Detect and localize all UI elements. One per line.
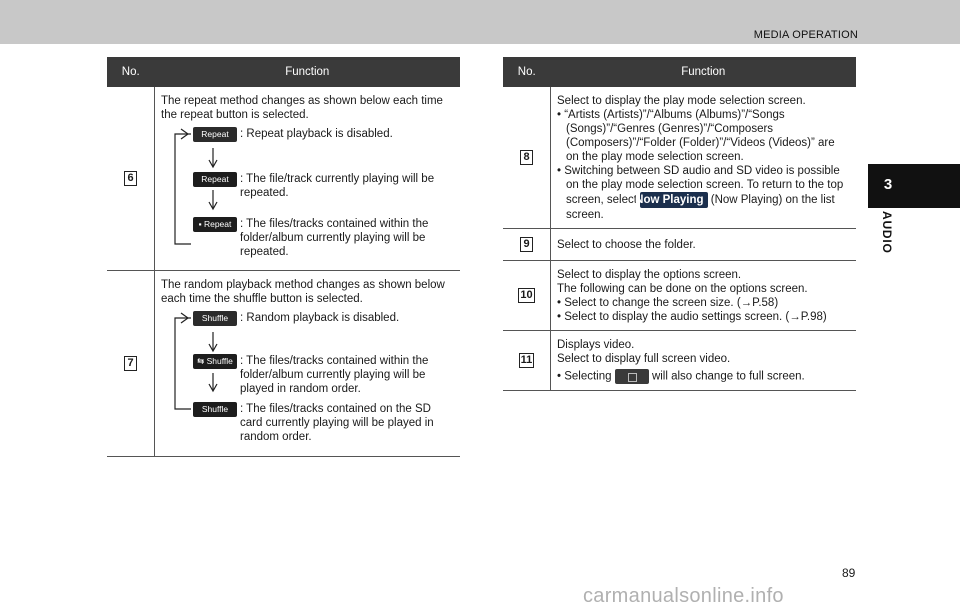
right-function-table [503, 57, 856, 391]
bullet-text: • “Artists (Artists)”/“Albums (Albums)”/“Songs (Songs)”/“Genres (Genres)”/“Composers (Composers)”/“Folder (Folder)”/“Videos (Videos)” are on the play mode selection screen. [557, 109, 835, 163]
page-number: 89 [842, 566, 856, 580]
bullet-text [557, 369, 850, 384]
button-label: Shuffle [206, 356, 233, 366]
now-playing-button-image: Now Playing [640, 192, 707, 208]
row-number: 9 [520, 237, 533, 252]
table-row [503, 87, 856, 229]
row-line: The following can be done on the options screen. [557, 283, 808, 295]
shuffle-all-button-image: Shuffle [193, 402, 237, 417]
cycle-arrow-icon [161, 310, 241, 450]
folder-icon: ▪ [198, 219, 204, 229]
row-line: Select to display the options screen. [557, 269, 742, 281]
chapter-label-box [868, 207, 908, 267]
row-number-cell [503, 229, 551, 261]
bullet-text-a: • Selecting [557, 370, 612, 383]
button-label: Repeat [203, 219, 232, 229]
chapter-tab [868, 164, 960, 208]
function-cell [551, 331, 857, 391]
row-intro: The random playback method changes as shown below each time the shuffle button is selected. [161, 279, 445, 305]
table-row [107, 87, 460, 271]
chapter-number: 3 [883, 176, 893, 193]
bullet-text-a: • Switching between SD audio and SD video is possible on the play mode selection screen. To return to the top screen, select [557, 165, 844, 206]
bullet-text [557, 164, 850, 222]
step-text: : The files/tracks contained within the folder/album currently playing will be played in random order. [240, 355, 429, 395]
function-cell [551, 261, 857, 331]
section-header: MEDIA OPERATION [753, 29, 858, 41]
repeat-folder-button-image [193, 217, 237, 232]
step-text: : The file/track currently playing will be repeated. [240, 173, 435, 199]
row-number: 8 [520, 150, 533, 165]
bullet-text: • Select to change the screen size. (→P.58) [557, 297, 779, 309]
table-row [503, 331, 856, 391]
table-row [107, 271, 460, 457]
shuffle-icon: ⇆ [197, 356, 207, 366]
row-number: 11 [520, 354, 533, 366]
bullet-text-b: will also change to full screen. [651, 370, 805, 383]
function-cell [155, 87, 461, 271]
repeat-off-button-image: Repeat [193, 127, 237, 142]
header-function: Function [551, 57, 857, 87]
row-line: Select to display full screen video. [557, 353, 731, 365]
row-number-cell [107, 271, 155, 457]
repeat-one-button-image: Repeat [193, 172, 237, 187]
shuffle-folder-button-image [193, 354, 237, 369]
table-row [503, 229, 856, 261]
header-no: No. [107, 57, 155, 87]
left-function-table [107, 57, 460, 457]
chapter-label: AUDIO [880, 211, 894, 254]
bullet-text: • Select to display the audio settings screen. (→P.98) [557, 311, 827, 323]
function-cell [551, 87, 857, 229]
step-text: : Repeat playback is disabled. [240, 128, 393, 140]
step-text: : The files/tracks contained on the SD card currently playing will be played in random order. [240, 403, 434, 443]
header-no: No. [503, 57, 551, 87]
cycle-arrow-icon [161, 126, 241, 266]
shuffle-cycle [161, 310, 454, 450]
repeat-cycle [161, 126, 454, 264]
function-cell [155, 271, 461, 457]
row-number-cell [503, 261, 551, 331]
row-number: 6 [124, 171, 137, 186]
row-number-cell [503, 331, 551, 391]
row-line: Select to display the play mode selection screen. [557, 95, 806, 107]
header-function: Function [155, 57, 461, 87]
step-text: : Random playback is disabled. [240, 312, 400, 324]
row-line: Displays video. [557, 339, 635, 351]
row-intro: The repeat method changes as shown below each time the repeat button is selected. [161, 95, 443, 121]
watermark: carmanualsonline.info [583, 585, 784, 607]
row-number-cell [503, 87, 551, 229]
function-cell: Select to choose the folder. [551, 229, 857, 261]
step-text: : The files/tracks contained within the folder/album currently playing will be repeated. [240, 218, 429, 258]
row-number: 7 [124, 356, 137, 371]
shuffle-off-button-image: Shuffle [193, 311, 237, 326]
row-number-cell [107, 87, 155, 271]
bullet-text-b: (Now Playing) on the list screen. [566, 194, 835, 221]
full-screen-icon [615, 369, 649, 384]
table-row [503, 261, 856, 331]
row-number: 10 [520, 289, 533, 301]
